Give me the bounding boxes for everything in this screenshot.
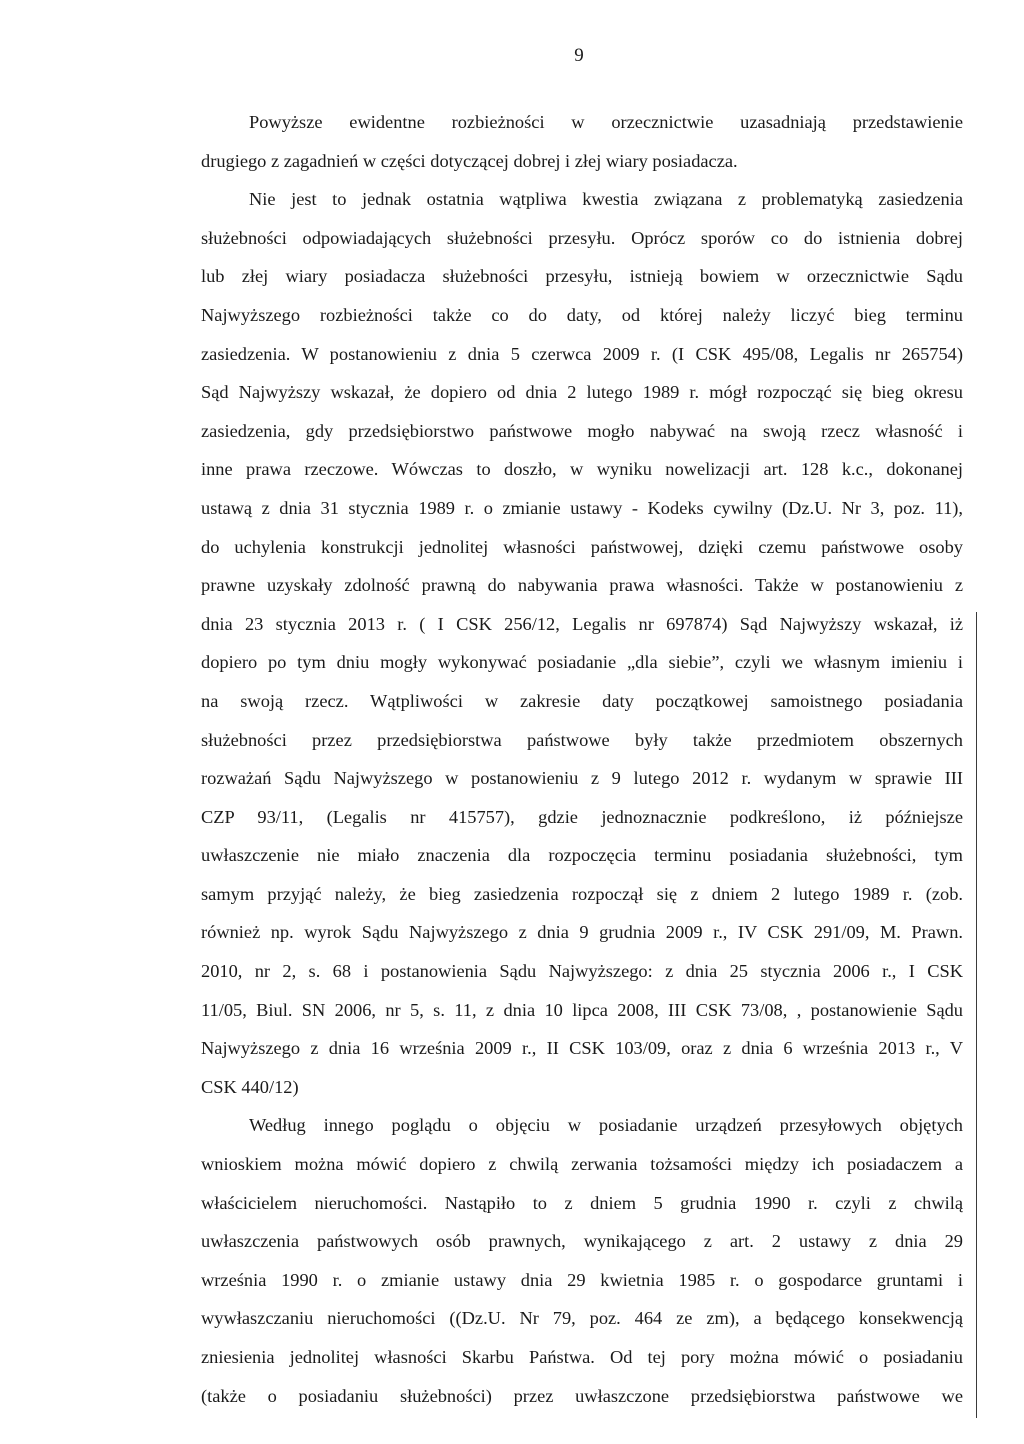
text-line: września 1990 r. o zmianie ustawy dnia 29 kwietnia 1985 r. o gospodarce gruntami i <box>201 1269 963 1290</box>
text-line: drugiego z zagadnień w części dotyczącej dobrej i złej wiary posiadacza. <box>201 150 738 171</box>
text-line: CSK 440/12) <box>201 1076 299 1097</box>
text-line: uwłaszczenie nie miało znaczenia dla rozpoczęcia terminu posiadania służebności, tym <box>201 845 963 866</box>
text-line: również np. wyrok Sądu Najwyższego z dnia 9 grudnia 2009 r., IV CSK 291/09, M. Prawn. <box>201 922 963 943</box>
text-line: Najwyższego rozbieżności także co do daty, od której należy liczyć bieg terminu <box>201 304 963 325</box>
text-line: CZP 93/11, (Legalis nr 415757), gdzie jednoznacznie podkreślono, iż późniejsze <box>201 806 963 827</box>
text-line: zniesienia jednolitej własności Skarbu Państwa. Od tej pory można mówić o posiadaniu <box>201 1347 963 1367</box>
text-line: ustawą z dnia 31 stycznia 1989 r. o zmianie ustawy - Kodeks cywilny (Dz.U. Nr 3, poz. 11), <box>201 497 963 518</box>
text-line: (także o posiadaniu służebności) przez uwłaszczone przedsiębiorstwa państwowe we <box>201 1385 963 1406</box>
text-line: zasiedzenia. W postanowieniu z dnia 5 czerwca 2009 r. (I CSK 495/08, Legalis nr 265754) <box>201 343 963 364</box>
margin-scan-line <box>976 612 977 1418</box>
text-line: dopiero po tym dniu mogły wykonywać posiadanie „dla siebie”, czyli we własnym imieniu i <box>201 652 963 673</box>
text-line: 11/05, Biul. SN 2006, nr 5, s. 11, z dnia 10 lipca 2008, III CSK 73/08, , postanowienie Sądu <box>201 999 963 1020</box>
text-line: Sąd Najwyższy wskazał, że dopiero od dnia 2 lutego 1989 r. mógł rozpocząć się bieg okresu <box>201 382 963 403</box>
text-line: uwłaszczenia państwowych osób prawnych, wynikającego z art. 2 ustawy z dnia 29 <box>201 1231 963 1252</box>
text-line: dnia 23 stycznia 2013 r. ( I CSK 256/12, Legalis nr 697874) Sąd Najwyższy wskazał, iż <box>201 613 963 634</box>
text-line: lub złej wiary posiadacza służebności przesyłu, istnieją bowiem w orzecznictwie Sądu <box>201 266 963 287</box>
text-line: rozważań Sądu Najwyższego w postanowieniu z 9 lutego 2012 r. wydanym w sprawie III <box>201 768 963 789</box>
text-line: zasiedzenia, gdy przedsiębiorstwo państwowe mogło nabywać na swoją rzecz własność i <box>201 420 963 441</box>
text-line: na swoją rzecz. Wątpliwości w zakresie daty początkowej samoistnego posiadania <box>201 690 963 711</box>
text-line: 2010, nr 2, s. 68 i postanowienia Sądu Najwyższego: z dnia 25 stycznia 2006 r., I CSK <box>201 961 963 982</box>
text-line: inne prawa rzeczowe. Wówczas to doszło, w wyniku nowelizacji art. 128 k.c., dokonanej <box>201 459 963 480</box>
text-line: Nie jest to jednak ostatnia wątpliwa kwestia związana z problematyką zasiedzenia <box>249 189 963 210</box>
text-line: Według innego poglądu o objęciu w posiadanie urządzeń przesyłowych objętych <box>249 1115 963 1136</box>
text-line: służebności przez przedsiębiorstwa państwowe były także przedmiotem obszernych <box>201 729 963 750</box>
text-line: służebności odpowiadających służebności przesyłu. Oprócz sporów co do istnienia dobrej <box>201 227 963 248</box>
text-line: wywłaszczaniu nieruchomości ((Dz.U. Nr 79, poz. 464 ze zm), a będącego konsekwencją <box>201 1308 963 1329</box>
body-text <box>201 103 963 1415</box>
text-line: prawne uzyskały zdolność prawną do nabywania prawa własności. Także w postanowieniu z <box>201 575 963 596</box>
text-line: do uchylenia konstrukcji jednolitej własności państwowej, dzięki czemu państwowe osoby <box>201 536 963 557</box>
text-line: Powyższe ewidentne rozbieżności w orzecznictwie uzasadniają przedstawienie <box>249 112 963 132</box>
text-line: właścicielem nieruchomości. Nastąpiło to z dniem 5 grudnia 1990 r. czyli z chwilą <box>201 1192 963 1213</box>
text-line: Najwyższego z dnia 16 września 2009 r., II CSK 103/09, oraz z dnia 6 września 2013 r., V <box>201 1038 963 1059</box>
text-line: samym przyjąć należy, że bieg zasiedzenia rozpoczął się z dniem 2 lutego 1989 r. (zob. <box>201 883 963 904</box>
page-number: 9 <box>574 45 584 66</box>
text-line: wnioskiem można mówić dopiero z chwilą zerwania tożsamości między ich posiadaczem a <box>201 1154 963 1175</box>
